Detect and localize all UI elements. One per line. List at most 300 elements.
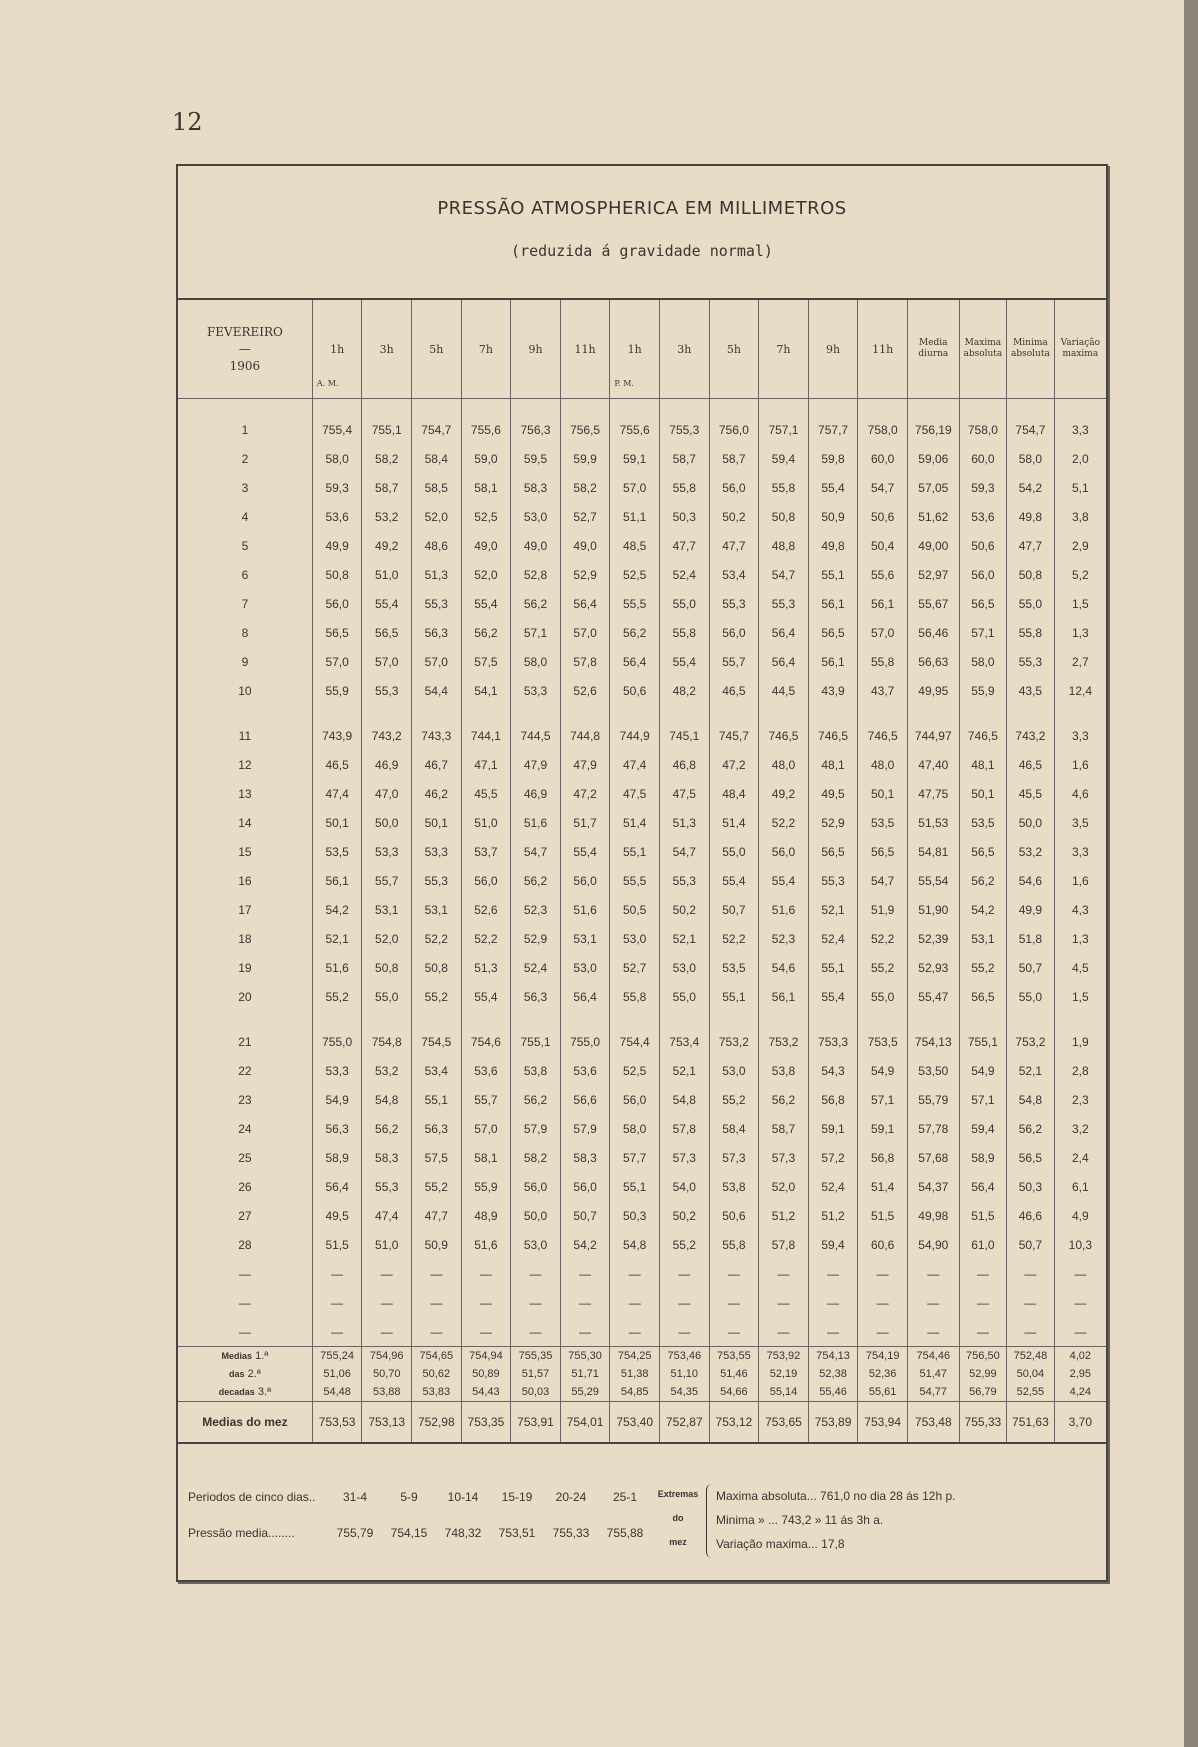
day-row: [178, 473, 1106, 502]
value-cell: 55,9: [959, 676, 1007, 705]
spacer-cell: [1054, 399, 1106, 416]
extremas-values: [716, 1484, 956, 1556]
day-row: [178, 953, 1106, 982]
spacer-cell: [709, 399, 759, 416]
value-cell: 55,14: [759, 1383, 809, 1402]
day-cell: 27: [238, 1208, 252, 1223]
spacer-cell: [1007, 399, 1055, 416]
dash-cell: —: [362, 1259, 412, 1288]
value-cell: 12,4: [1054, 676, 1106, 705]
value-cell: 52,8: [511, 560, 561, 589]
value-cell: 50,3: [659, 502, 709, 531]
dash-cell: —: [362, 1288, 412, 1317]
value-cell: 1,3: [1054, 618, 1106, 647]
value-cell: 58,0: [312, 444, 362, 473]
decada-number: 1.ª: [255, 1350, 269, 1362]
dash-cell: —: [560, 1259, 610, 1288]
value-cell: 57,0: [610, 473, 660, 502]
value-cell: 49,9: [1007, 895, 1055, 924]
extremas-word: do: [672, 1513, 684, 1523]
dash-cell: —: [312, 1288, 362, 1317]
value-cell: 49,8: [808, 531, 858, 560]
value-cell: 52,2: [709, 924, 759, 953]
value-cell: 46,7: [412, 750, 462, 779]
day-cell: 15: [238, 844, 252, 859]
value-cell: 50,2: [659, 1201, 709, 1230]
value-cell: 51,4: [858, 1172, 908, 1201]
spacer-cell: [1007, 705, 1055, 721]
value-cell: 54,35: [659, 1383, 709, 1402]
value-cell: 55,61: [858, 1383, 908, 1402]
value-cell: 57,0: [312, 647, 362, 676]
value-cell: 55,47: [907, 982, 959, 1011]
spacer-cell: [709, 1011, 759, 1027]
value-cell: 50,8: [412, 953, 462, 982]
value-cell: 55,4: [808, 473, 858, 502]
value-cell: 754,46: [907, 1347, 959, 1366]
pressao-value: 748,32: [444, 1526, 482, 1540]
value-cell: 55,7: [362, 866, 412, 895]
empty-row: [178, 1259, 1106, 1288]
value-cell: 54,85: [610, 1383, 660, 1402]
value-cell: 57,9: [560, 1114, 610, 1143]
spacer-cell: [759, 399, 809, 416]
spacer-cell: [178, 705, 312, 721]
value-cell: 51,8: [1007, 924, 1055, 953]
value-cell: 52,9: [808, 808, 858, 837]
maxima-absoluta-header: Maxima absoluta: [959, 300, 1007, 399]
value-cell: 52,36: [858, 1365, 908, 1383]
spacer-cell: [461, 399, 511, 416]
value-cell: 52,5: [461, 502, 511, 531]
dash-cell: —: [1054, 1259, 1106, 1288]
value-cell: 49,0: [560, 531, 610, 560]
value-cell: 60,0: [959, 444, 1007, 473]
pm-label: P. M.: [614, 379, 634, 388]
value-cell: 56,1: [808, 589, 858, 618]
title-box: [178, 166, 1106, 300]
value-cell: 744,97: [907, 721, 959, 750]
value-cell: 50,9: [808, 502, 858, 531]
value-cell: 58,7: [709, 444, 759, 473]
decada-row: [178, 1383, 1106, 1402]
value-cell: 53,2: [1007, 837, 1055, 866]
value-cell: 56,0: [560, 1172, 610, 1201]
value-cell: 43,9: [808, 676, 858, 705]
value-cell: 56,3: [412, 618, 462, 647]
value-cell: 47,40: [907, 750, 959, 779]
value-cell: 46,5: [1007, 750, 1055, 779]
value-cell: 55,1: [412, 1085, 462, 1114]
value-cell: 753,55: [709, 1347, 759, 1366]
value-cell: 51,90: [907, 895, 959, 924]
value-cell: 54,9: [858, 1056, 908, 1085]
value-cell: 756,5: [560, 415, 610, 444]
empty-row: [178, 1288, 1106, 1317]
value-cell: 60,6: [858, 1230, 908, 1259]
value-cell: 48,5: [610, 531, 660, 560]
value-cell: 755,4: [312, 415, 362, 444]
value-cell: 47,2: [560, 779, 610, 808]
value-cell: 54,2: [560, 1230, 610, 1259]
value-cell: 53,4: [412, 1056, 462, 1085]
value-cell: 55,1: [610, 837, 660, 866]
value-cell: 56,2: [511, 589, 561, 618]
value-cell: 50,7: [1007, 1230, 1055, 1259]
value-cell: 57,0: [560, 618, 610, 647]
value-cell: 55,0: [1007, 589, 1055, 618]
value-cell: 756,19: [907, 415, 959, 444]
value-cell: 744,8: [560, 721, 610, 750]
value-cell: 756,3: [511, 415, 561, 444]
value-cell: 55,9: [312, 676, 362, 705]
value-cell: 754,01: [560, 1402, 610, 1444]
medias-mez-row: [178, 1402, 1106, 1444]
value-cell: 4,02: [1054, 1347, 1106, 1366]
value-cell: 56,1: [808, 647, 858, 676]
spacer-cell: [312, 705, 362, 721]
value-cell: 51,0: [362, 560, 412, 589]
value-cell: 49,00: [907, 531, 959, 560]
value-cell: 46,9: [362, 750, 412, 779]
dash-cell: —: [907, 1317, 959, 1347]
value-cell: 52,5: [610, 560, 660, 589]
pressao-value: 755,79: [336, 1526, 374, 1540]
day-cell: 12: [238, 757, 252, 772]
dash-cell: —: [412, 1317, 462, 1347]
spacer-cell: [959, 1011, 1007, 1027]
day-row: [178, 808, 1106, 837]
value-cell: 57,8: [560, 647, 610, 676]
value-cell: 753,40: [610, 1402, 660, 1444]
value-cell: 53,6: [312, 502, 362, 531]
value-cell: 50,5: [610, 895, 660, 924]
value-cell: 47,4: [610, 750, 660, 779]
value-cell: 58,7: [759, 1114, 809, 1143]
value-cell: 58,0: [610, 1114, 660, 1143]
spacer-cell: [610, 1011, 660, 1027]
value-cell: 5,1: [1054, 473, 1106, 502]
value-cell: 55,29: [560, 1383, 610, 1402]
value-cell: 53,3: [511, 676, 561, 705]
hour-header: [659, 300, 709, 399]
am-label: A. M.: [316, 379, 339, 388]
value-cell: 56,0: [560, 866, 610, 895]
hour-label: 11h: [872, 342, 894, 356]
dash-cell: —: [907, 1259, 959, 1288]
value-cell: 743,3: [412, 721, 462, 750]
dash-cell: —: [858, 1259, 908, 1288]
value-cell: 4,24: [1054, 1383, 1106, 1402]
value-cell: 47,4: [312, 779, 362, 808]
spacer-cell: [312, 399, 362, 416]
value-cell: 53,1: [412, 895, 462, 924]
value-cell: 49,5: [808, 779, 858, 808]
dash-cell: —: [659, 1259, 709, 1288]
value-cell: 57,0: [461, 1114, 511, 1143]
value-cell: 55,4: [759, 866, 809, 895]
value-cell: 53,3: [312, 1056, 362, 1085]
extremas-line: Maxima absoluta... 761,0 no dia 28 ás 12h p.: [716, 1489, 956, 1503]
value-cell: 57,2: [808, 1143, 858, 1172]
value-cell: 752,87: [659, 1402, 709, 1444]
value-cell: 48,8: [759, 531, 809, 560]
value-cell: 47,2: [709, 750, 759, 779]
value-cell: 50,3: [610, 1201, 660, 1230]
day-row: [178, 895, 1106, 924]
dash-cell: —: [362, 1317, 412, 1347]
value-cell: 53,8: [759, 1056, 809, 1085]
dash-cell: —: [238, 1295, 251, 1310]
value-cell: 50,6: [959, 531, 1007, 560]
value-cell: 2,4: [1054, 1143, 1106, 1172]
dash-cell: —: [511, 1317, 561, 1347]
value-cell: 753,2: [759, 1027, 809, 1056]
value-cell: 50,7: [709, 895, 759, 924]
value-cell: 53,5: [959, 808, 1007, 837]
value-cell: 55,3: [362, 1172, 412, 1201]
value-cell: 58,5: [412, 473, 462, 502]
value-cell: 755,1: [362, 415, 412, 444]
value-cell: 55,2: [412, 1172, 462, 1201]
day-row: [178, 444, 1106, 473]
medias-mez-label: Medias do mez: [178, 1402, 312, 1444]
value-cell: 752,98: [412, 1402, 462, 1444]
value-cell: 52,0: [412, 502, 462, 531]
value-cell: 55,3: [808, 866, 858, 895]
dash-cell: —: [511, 1288, 561, 1317]
value-cell: 54,4: [412, 676, 462, 705]
value-cell: 57,78: [907, 1114, 959, 1143]
value-cell: 758,0: [858, 415, 908, 444]
value-cell: 744,9: [610, 721, 660, 750]
value-cell: 2,8: [1054, 1056, 1106, 1085]
value-cell: 46,6: [1007, 1201, 1055, 1230]
dash-cell: —: [709, 1288, 759, 1317]
decada-word: decadas: [218, 1387, 255, 1397]
value-cell: 56,5: [808, 837, 858, 866]
value-cell: 54,7: [858, 473, 908, 502]
value-cell: 47,5: [610, 779, 660, 808]
value-cell: 753,48: [907, 1402, 959, 1444]
value-cell: 46,5: [709, 676, 759, 705]
value-cell: 56,0: [759, 837, 809, 866]
value-cell: 1,6: [1054, 866, 1106, 895]
pressao-value: 755,88: [606, 1526, 644, 1540]
value-cell: 58,0: [511, 647, 561, 676]
day-cell: 5: [241, 538, 249, 553]
day-row: [178, 837, 1106, 866]
spacer-cell: [858, 1011, 908, 1027]
value-cell: 53,6: [560, 1056, 610, 1085]
value-cell: 55,2: [659, 1230, 709, 1259]
value-cell: 47,4: [362, 1201, 412, 1230]
value-cell: 52,7: [560, 502, 610, 531]
value-cell: 51,62: [907, 502, 959, 531]
value-cell: 50,0: [511, 1201, 561, 1230]
value-cell: 58,1: [461, 1143, 511, 1172]
value-cell: 55,1: [808, 953, 858, 982]
footer-summary: [178, 1466, 1106, 1580]
value-cell: 3,3: [1054, 721, 1106, 750]
value-cell: 55,1: [610, 1172, 660, 1201]
dash-cell: —: [1007, 1317, 1055, 1347]
value-cell: 52,19: [759, 1365, 809, 1383]
value-cell: 3,5: [1054, 808, 1106, 837]
value-cell: 56,0: [461, 866, 511, 895]
value-cell: 54,2: [312, 895, 362, 924]
day-row: [178, 924, 1106, 953]
value-cell: 52,2: [461, 924, 511, 953]
dash-cell: —: [610, 1259, 660, 1288]
dash-cell: —: [759, 1259, 809, 1288]
value-cell: 55,3: [412, 589, 462, 618]
value-cell: 54,7: [759, 560, 809, 589]
value-cell: 48,1: [808, 750, 858, 779]
value-cell: 52,6: [560, 676, 610, 705]
spacer-cell: [959, 705, 1007, 721]
value-cell: 54,43: [461, 1383, 511, 1402]
value-cell: 58,9: [959, 1143, 1007, 1172]
periodos-label: Periodos de cinco dias..: [188, 1490, 316, 1504]
hour-header: [610, 300, 660, 399]
value-cell: 50,8: [759, 502, 809, 531]
value-cell: 56,4: [312, 1172, 362, 1201]
value-cell: 57,3: [759, 1143, 809, 1172]
value-cell: 56,1: [858, 589, 908, 618]
value-cell: 51,4: [610, 808, 660, 837]
value-cell: 50,8: [1007, 560, 1055, 589]
value-cell: 55,8: [659, 473, 709, 502]
value-cell: 55,1: [709, 982, 759, 1011]
value-cell: 55,5: [610, 866, 660, 895]
hour-header: [560, 300, 610, 399]
day-row: [178, 618, 1106, 647]
value-cell: 51,46: [709, 1365, 759, 1383]
dash-cell: —: [858, 1317, 908, 1347]
value-cell: 57,68: [907, 1143, 959, 1172]
value-cell: 50,70: [362, 1365, 412, 1383]
decada-word: das: [229, 1369, 245, 1379]
value-cell: 59,5: [511, 444, 561, 473]
value-cell: 53,1: [959, 924, 1007, 953]
day-cell: 25: [238, 1150, 252, 1165]
value-cell: 51,5: [858, 1201, 908, 1230]
value-cell: 52,1: [808, 895, 858, 924]
value-cell: 52,7: [610, 953, 660, 982]
dash-cell: —: [808, 1317, 858, 1347]
value-cell: 58,2: [560, 473, 610, 502]
value-cell: 47,7: [709, 531, 759, 560]
value-cell: 54,8: [610, 1230, 660, 1259]
spacer-cell: [858, 399, 908, 416]
value-cell: 57,9: [511, 1114, 561, 1143]
value-cell: 55,6: [858, 560, 908, 589]
value-cell: 753,89: [808, 1402, 858, 1444]
value-cell: 57,1: [858, 1085, 908, 1114]
value-cell: 48,6: [412, 531, 462, 560]
day-row: [178, 721, 1106, 750]
value-cell: 51,6: [511, 808, 561, 837]
value-cell: 58,3: [560, 1143, 610, 1172]
value-cell: 51,57: [511, 1365, 561, 1383]
day-cell: 7: [241, 596, 249, 611]
value-cell: 49,95: [907, 676, 959, 705]
hour-header: [362, 300, 412, 399]
decada-word: Medias: [221, 1351, 253, 1361]
value-cell: 52,4: [659, 560, 709, 589]
dash-cell: —: [511, 1259, 561, 1288]
hour-label: 5h: [429, 342, 444, 356]
periodo-value: 31-4: [342, 1490, 368, 1504]
value-cell: 54,3: [808, 1056, 858, 1085]
dash-cell: —: [659, 1317, 709, 1347]
value-cell: 53,5: [709, 953, 759, 982]
value-cell: 753,12: [709, 1402, 759, 1444]
value-cell: 48,1: [959, 750, 1007, 779]
spacer-cell: [659, 705, 709, 721]
value-cell: 53,0: [610, 924, 660, 953]
day-row: [178, 415, 1106, 444]
value-cell: 2,9: [1054, 531, 1106, 560]
page-number: 12: [172, 108, 203, 136]
value-cell: 752,48: [1007, 1347, 1055, 1366]
value-cell: 753,13: [362, 1402, 412, 1444]
value-cell: 52,97: [907, 560, 959, 589]
day-cell: 2: [241, 451, 249, 466]
value-cell: 745,7: [709, 721, 759, 750]
spacer-cell: [1054, 705, 1106, 721]
value-cell: 53,83: [412, 1383, 462, 1402]
value-cell: 56,0: [959, 560, 1007, 589]
value-cell: 52,0: [461, 560, 511, 589]
value-cell: 48,0: [858, 750, 908, 779]
value-cell: 56,5: [362, 618, 412, 647]
value-cell: 1,5: [1054, 982, 1106, 1011]
variacao-maxima-header: Variação maxima: [1054, 300, 1106, 399]
value-cell: 3,3: [1054, 837, 1106, 866]
decada-label: [178, 1347, 312, 1366]
value-cell: 58,4: [709, 1114, 759, 1143]
value-cell: 50,1: [959, 779, 1007, 808]
value-cell: 754,6: [461, 1027, 511, 1056]
value-cell: 753,35: [461, 1402, 511, 1444]
value-cell: 54,9: [312, 1085, 362, 1114]
decada-label: [178, 1383, 312, 1402]
value-cell: 46,5: [312, 750, 362, 779]
value-cell: 56,79: [959, 1383, 1007, 1402]
day-row: [178, 1143, 1106, 1172]
value-cell: 55,3: [709, 589, 759, 618]
value-cell: 55,0: [659, 589, 709, 618]
value-cell: 755,1: [511, 1027, 561, 1056]
value-cell: 57,5: [412, 1143, 462, 1172]
value-cell: 753,46: [659, 1347, 709, 1366]
value-cell: 50,7: [560, 1201, 610, 1230]
hour-label: 7h: [478, 342, 493, 356]
value-cell: 54,8: [362, 1085, 412, 1114]
value-cell: 51,0: [461, 808, 511, 837]
table-subtitle: (reduzida á gravidade normal): [511, 242, 773, 260]
value-cell: 55,4: [362, 589, 412, 618]
value-cell: 56,1: [312, 866, 362, 895]
day-cell: 1: [241, 422, 249, 437]
value-cell: 55,9: [461, 1172, 511, 1201]
value-cell: 55,67: [907, 589, 959, 618]
value-cell: 45,5: [1007, 779, 1055, 808]
day-cell: 13: [238, 786, 252, 801]
value-cell: 59,1: [610, 444, 660, 473]
